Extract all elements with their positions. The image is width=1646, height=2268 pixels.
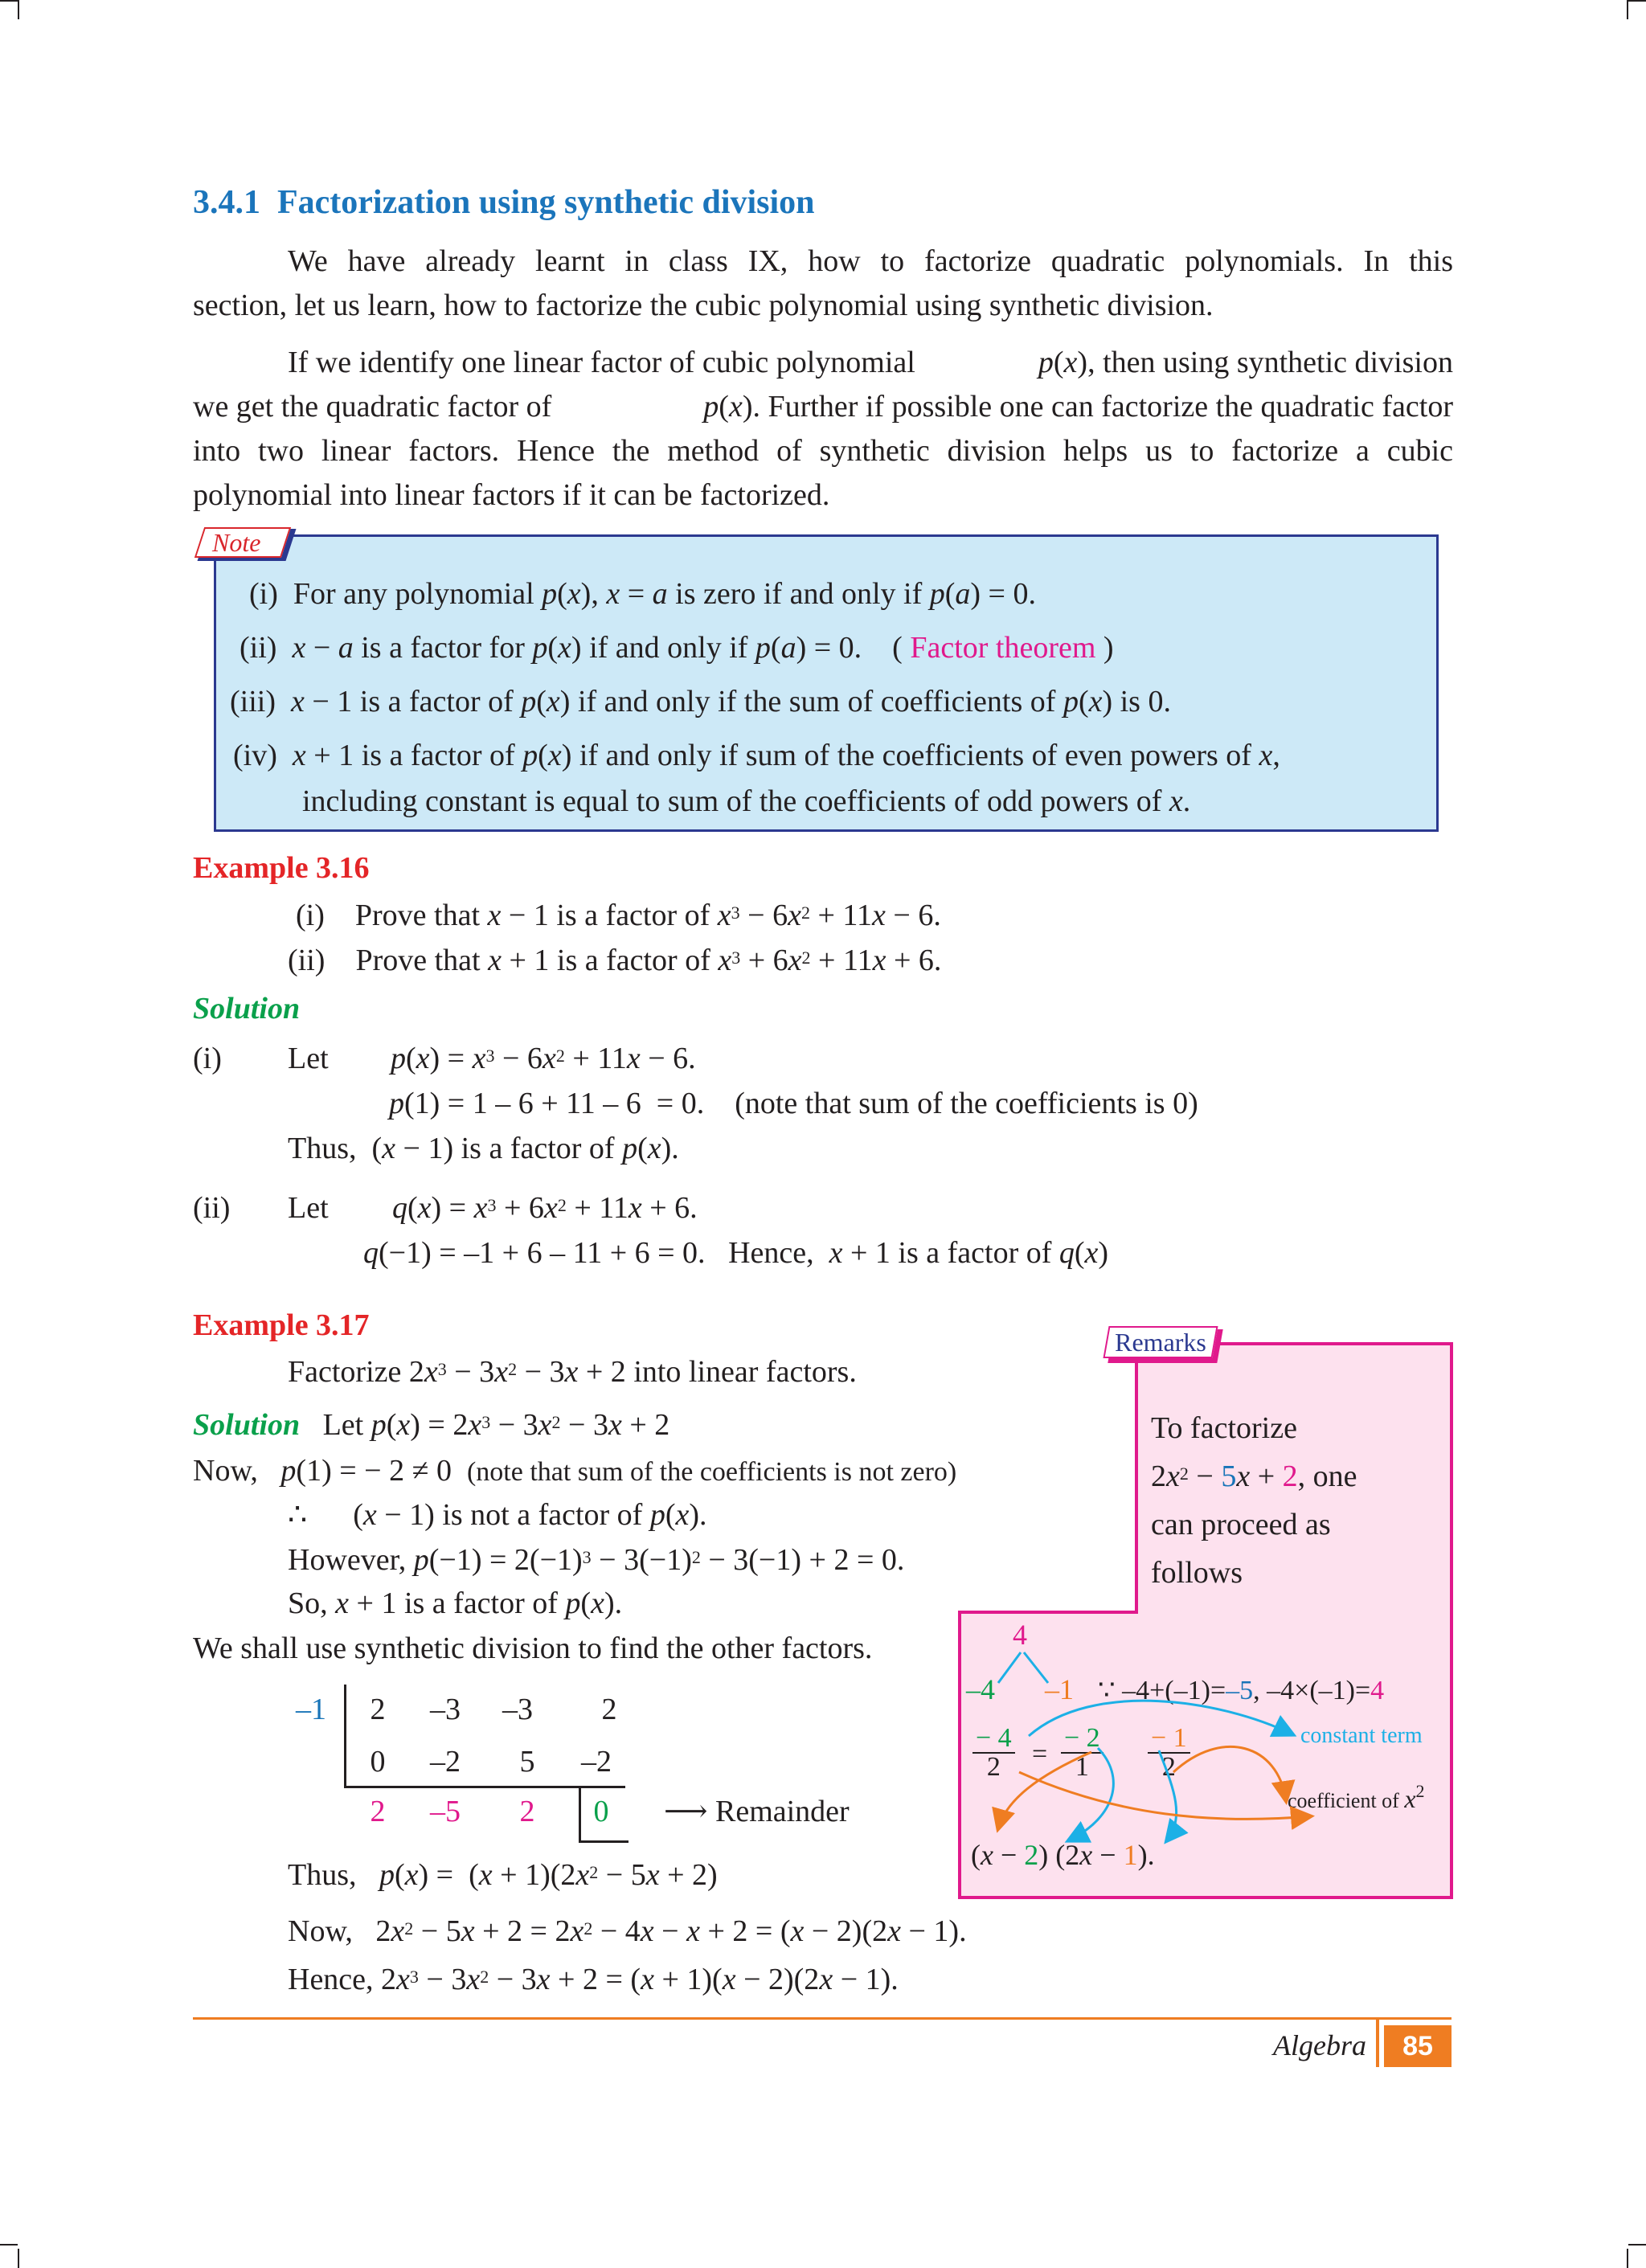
note-item-iv-line2: including constant is equal to sum of the coefficients of odd powers of x. (302, 784, 1191, 818)
synthetic-divisor: –1 (296, 1693, 326, 1726)
section-title: Factorization using synthetic division (277, 184, 815, 221)
note-item-iv: (iv) x + 1 is a factor of p(x) if and only if sum of the coefficients of even powers of x, (233, 739, 1280, 772)
note-tag (198, 527, 294, 564)
intro-p2-line4: polynomial into linear factors if it can be factorized. (193, 478, 830, 512)
intro-p2-line3: into two linear factors. Hence the method of synthetic division helps us to factorize a cubic (193, 434, 1453, 468)
synthetic-result-cell: –5 (430, 1795, 461, 1828)
intro-p2-line1: If we identify one linear factor of cubic polynomial p(x), then using synthetic division (288, 346, 1453, 379)
remarks-label: Remarks (1115, 1328, 1206, 1357)
solution-i-num: (i) (193, 1042, 222, 1075)
fraction-equals: = (1032, 1739, 1048, 1769)
intro-p1-line1: We have already learnt in class IX, how to factorize quadratic polynomials. In this (288, 244, 1453, 278)
synthetic-horizontal-bar (344, 1786, 625, 1788)
example-316-part-ii: (ii) Prove that x + 1 is a factor of $x^3 + 6x^2 + 11x + 6$. (288, 944, 942, 977)
factor-theorem: Factor theorem (910, 631, 1096, 665)
solution-i-def: $p(x) = x^3 - 6x^2 + 11x - 6$. (391, 1042, 696, 1075)
coefficient-label: coefficient of $x^2$ (1288, 1781, 1425, 1813)
example-317-solution-line: Solution Let $p(x) = 2x^3 - 3x^2 - 3x + 2$ (193, 1408, 670, 1442)
synthetic-cell: 2 (370, 1693, 386, 1726)
solution-i-conclusion: Thus, (x − 1) is a factor of p(x). (288, 1132, 679, 1165)
example-317-heading: Example 3.17 (193, 1308, 370, 1342)
remarks-result: (x − 2) (2x − 1). (971, 1839, 1155, 1871)
synthetic-result-cell: 2 (519, 1795, 535, 1828)
example-316-heading: Example 3.16 (193, 851, 370, 885)
fraction-left: $\frac{- 4}{2}$ (972, 1725, 1015, 1781)
split-top: 4 (1013, 1619, 1027, 1651)
synthetic-cell: 0 (370, 1745, 386, 1779)
example-317-now: Now, p(1) = − 2 ≠ 0 (note that sum of the coefficients is not zero) (193, 1454, 957, 1488)
example-316-solution-heading: Solution (193, 992, 301, 1026)
synthetic-cell: –3 (430, 1693, 461, 1726)
note-label: Note (212, 528, 261, 557)
example-317-task: Factorize $2x^3 - 3x^2 - 3x + 2$ into linear factors. (288, 1355, 857, 1389)
note-item-i: (i) For any polynomial p(x), x = a is zero if and only if p(a) = 0. (249, 577, 1036, 611)
intro-p2-line2: we get the quadratic factor of p(x). Further if possible one can factorize the quadratic factor (193, 390, 1453, 424)
note-item-ii: (ii) x − a is a factor for p(x) if and only if p(a) = 0. ( Factor theorem ) (240, 631, 1114, 665)
section-number: 3.4.1 (193, 184, 260, 221)
split-right: –1 (1045, 1673, 1074, 1705)
footer-book-title: Algebra (1273, 2029, 1366, 2061)
example-316-part-i: (i) Prove that x − 1 is a factor of $x^3 - 6x^2 + 11x - 6$. (296, 899, 941, 932)
split-check: ∵ –4+(–1)=–5, –4×(–1)=4 (1098, 1676, 1385, 1705)
fraction-right: $\frac{- 1}{2}$ (1148, 1725, 1190, 1781)
synthetic-cell: –3 (502, 1693, 533, 1726)
solution-ii-num: (ii) (193, 1191, 231, 1225)
remarks-line4: follows (1151, 1556, 1243, 1590)
synthetic-remainder-cell: 0 (593, 1795, 609, 1828)
solution-ii-def: $q(x) = x^3 + 6x^2 + 11x + 6$. (392, 1191, 698, 1225)
example-317-now2: Now, $2x^2 - 5x + 2 = 2x^2 - 4x - x + 2 = (x - 2)(2x - 1)$. (288, 1914, 967, 1948)
synthetic-result-cell: 2 (370, 1795, 386, 1828)
remainder-box-left (579, 1786, 581, 1842)
solution-ii-eval: q(−1) = –1 + 6 – 11 + 6 = 0. Hence, x + 1 is a factor of q(x) (363, 1236, 1109, 1270)
split-left: –4 (966, 1673, 995, 1705)
example-317-thus: Thus, $p(x) = (x + 1)(2x^2 - 5x + 2)$ (288, 1858, 718, 1892)
solution-ii-let: Let (288, 1191, 329, 1225)
example-317-so: So, x + 1 is a factor of p(x). (288, 1586, 623, 1620)
remarks-tag (1106, 1326, 1222, 1363)
note-item-iii: (iii) x − 1 is a factor of p(x) if and only if the sum of coefficients of p(x) is 0. (230, 685, 1171, 718)
intro-p1-line2: section, let us learn, how to factorize the cubic polynomial using synthetic division. (193, 289, 1214, 322)
synthetic-cell: 5 (519, 1745, 535, 1779)
example-317-hence: Hence, $2x^3 - 3x^2 - 3x + 2 = (x + 1)(x - 2)(2x - 1)$. (288, 1963, 899, 1996)
synthetic-vertical-bar (344, 1685, 346, 1787)
example-317-not-factor: ∴ (x − 1) is not a factor of p(x). (288, 1498, 707, 1532)
synthetic-cell: –2 (430, 1745, 461, 1779)
remainder-box-bottom (579, 1840, 629, 1843)
solution-i-eval: p(1) = 1 – 6 + 11 – 6 = 0. (note that sum of the coefficients is 0) (389, 1087, 1198, 1120)
fraction-middle: $\frac{- 2}{1}$ (1061, 1725, 1103, 1781)
constant-term-label: constant term (1300, 1723, 1423, 1748)
remarks-line2: $2x^2 - 5x + 2$, one (1151, 1459, 1357, 1493)
remarks-line1: To factorize (1151, 1411, 1297, 1445)
synthetic-cell: –2 (581, 1745, 612, 1779)
remarks-line3: can proceed as (1151, 1508, 1331, 1541)
footer-rule (193, 2017, 1452, 2020)
section-heading (193, 183, 815, 222)
solution-i-let: Let (288, 1042, 329, 1075)
remainder-arrow: ⟶ Remainder (664, 1795, 850, 1828)
page-number: 85 (1384, 2025, 1452, 2067)
footer-divider (1376, 2019, 1379, 2067)
synthetic-cell: 2 (601, 1693, 617, 1726)
example-317-use-synthetic: We shall use synthetic division to find the other factors. (193, 1631, 873, 1665)
example-317-however: However, $p(-1) = 2(-1)^3 - 3(-1)^2 - 3(-1) + 2 = 0$. (288, 1543, 905, 1577)
